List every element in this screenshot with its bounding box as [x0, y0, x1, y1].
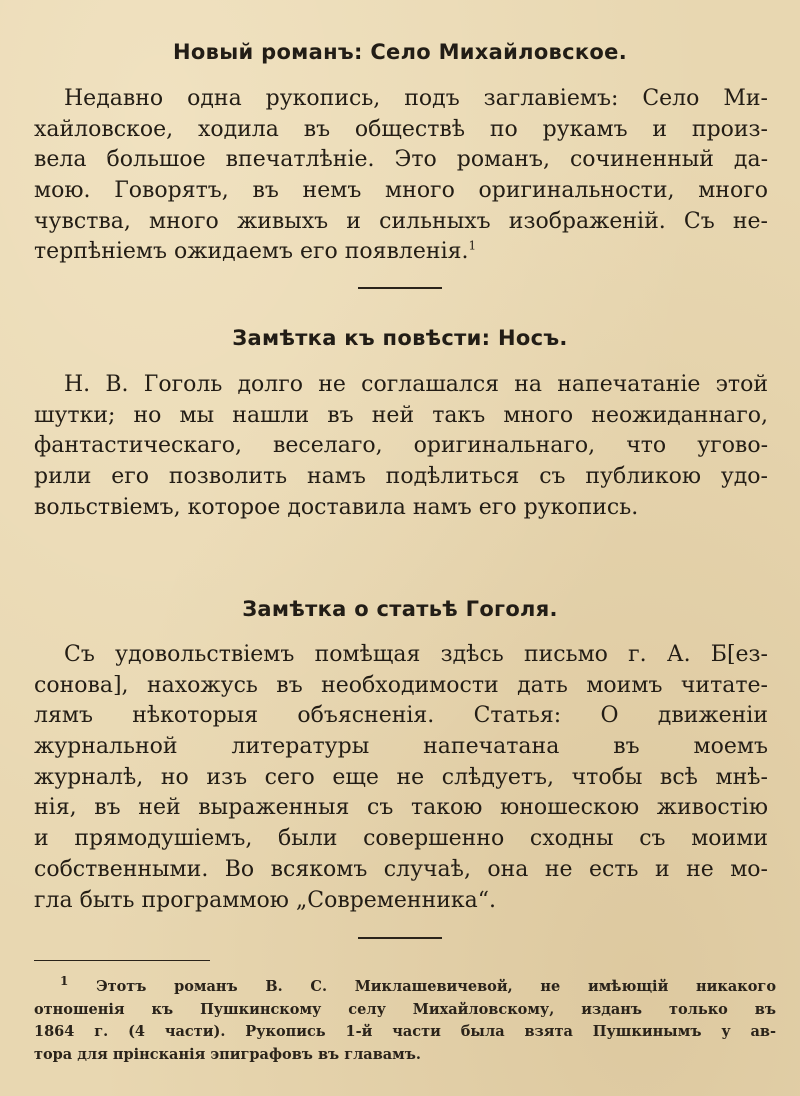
text-line: чувства, много живыхъ и сильныхъ изображеній. Съ не- [34, 208, 768, 234]
footnote-line: отношенія къ Пушкинскому селу Михайловскому, изданъ только въ [34, 1000, 776, 1018]
footnote-divider [34, 960, 210, 961]
paragraph-gogol [34, 640, 768, 916]
text-line: журнальной литературы напечатана въ моемъ [34, 734, 768, 760]
text-line: вела большое впечатлѣніе. Это романъ, сочиненный да- [34, 147, 768, 173]
section-divider [358, 287, 442, 289]
section-title-gogol: Замѣтка о статьѣ Гоголя. [242, 597, 558, 621]
text-line: фантастическаго, веселаго, оригинальнаго, что угово- [34, 433, 768, 459]
text-line: журналѣ, но изъ сего еще не слѣдуетъ, чтобы всѣ мнѣ- [34, 764, 768, 790]
text-line: мою. Говорятъ, въ немъ много оригинальности, много [34, 178, 768, 204]
text-line: лямъ нѣкоторыя объясненія. Статья: О движеніи [34, 703, 768, 729]
footnote-line-content: Этотъ романъ В. С. Миклашевичевой, не имѣющій никакого [96, 978, 776, 995]
text-line-content: терпѣніемъ ожидаемъ его появленія. [34, 239, 469, 265]
text-line: и прямодушіемъ, были совершенно сходны съ моими [34, 826, 768, 852]
section-divider [358, 937, 442, 939]
text-line-last [34, 237, 768, 268]
paragraph-nose [34, 370, 768, 523]
footnote-line [34, 976, 776, 999]
text-line: хайловское, ходила въ обществѣ по рукамъ и произ- [34, 116, 768, 142]
footnote-reference: 1 [468, 239, 477, 254]
paragraph-novel [34, 84, 768, 268]
text-line: рили его позволить намъ подѣлиться съ публикою удо- [34, 464, 768, 490]
section-title-novel: Новый романъ: Село Михайловское. [173, 40, 627, 64]
text-line: шутки; но мы нашли въ ней такъ много неожиданнаго, [34, 402, 768, 428]
text-line: собственными. Во всякомъ случаѣ, она не есть и не мо- [34, 856, 768, 882]
text-line: нія, въ ней выраженныя съ такою юношескою живостію [34, 795, 768, 821]
footnote-mark: 1 [60, 976, 69, 989]
text-line: вольствіемъ, которое доставила намъ его рукопись. [34, 494, 639, 520]
footnote [34, 976, 776, 1066]
text-line: сонова], нахожусь въ необходимости дать моимъ читате- [34, 672, 768, 698]
text-line: Съ удовольствіемъ помѣщая здѣсь письмо г. А. Б[ез- [64, 642, 768, 667]
section-title-nose: Замѣтка къ повѣсти: Носъ. [232, 326, 568, 350]
footnote-line: 1864 г. (4 части). Рукопись 1-й части была взята Пушкинымъ у ав- [34, 1023, 776, 1040]
text-line: Н. В. Гоголь долго не соглашался на напечатаніе этой [64, 372, 768, 397]
footnote-line: тора для прінсканія эпиграфовъ въ главамъ. [34, 1045, 421, 1063]
text-line: гла быть программою „Современника“. [34, 887, 497, 913]
text-line: Недавно одна рукопись, подъ заглавіемъ: Село Ми- [64, 86, 768, 111]
